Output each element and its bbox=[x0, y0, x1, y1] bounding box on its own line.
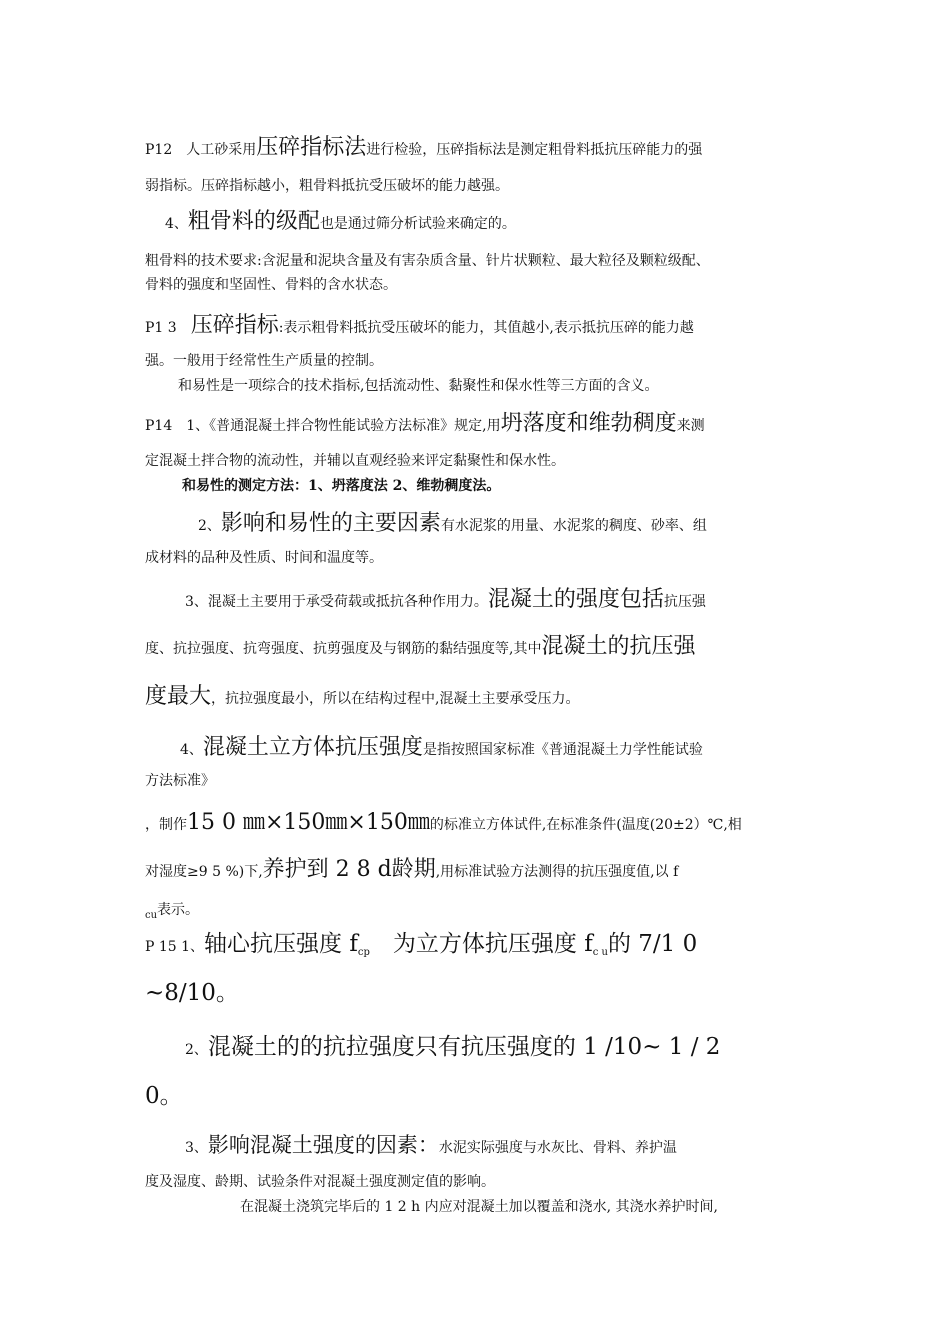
paragraph-line: 骨料的强度和坚固性、骨料的含水状态。 bbox=[145, 277, 397, 293]
paragraph-line: 3、影响混凝土强度的因素：水泥实际强度与水灰比、骨料、养护温 bbox=[185, 1133, 677, 1157]
term-slump-vebe: 坍落度和维勃稠度 bbox=[500, 411, 677, 436]
specimen-size: 15 0 ㎜×150㎜×150㎜ bbox=[187, 810, 430, 835]
term-crush-index-method: 压碎指标法 bbox=[256, 135, 367, 160]
term-cube-strength: 混凝土立方体抗压强度 bbox=[202, 735, 423, 760]
paragraph-line: 2、混凝土的的抗拉强度只有抗压强度的 1 /10~ 1 / 2 bbox=[185, 1034, 721, 1060]
paragraph-line: 方法标准》 bbox=[145, 773, 215, 789]
term-compressive-strength: 混凝土的抗压强 bbox=[541, 634, 696, 659]
paragraph-line: ~8/10。 bbox=[145, 980, 239, 1006]
paragraph-line: 成材料的品种及性质、时间和温度等。 bbox=[145, 550, 383, 566]
paragraph-line: 度及湿度、龄期、试验条件对混凝土强度测定值的影响。 bbox=[145, 1174, 495, 1190]
paragraph-line: 强。一般用于经常性生产质量的控制。 bbox=[145, 353, 383, 369]
paragraph-line: 定混凝土拌合物的流动性，并辅以直观经验来评定黏聚性和保水性。 bbox=[145, 453, 565, 469]
paragraph-line: 度、抗拉强度、抗弯强度、抗剪强度及与钢筋的黏结强度等,其中混凝土的抗压强 bbox=[145, 634, 696, 659]
term-crush-index: 压碎指标 bbox=[190, 313, 279, 338]
paragraph-line: 弱指标。压碎指标越小，粗骨料抵抗受压破坏的能力越强。 bbox=[145, 178, 509, 194]
paragraph-line: 对湿度≥9 5 %)下,养护到 2 8 d龄期,用标准试验方法测得的抗压强度值,以 f bbox=[145, 857, 679, 882]
paragraph-line: ，制作15 0 ㎜×150㎜×150㎜的标准立方体试件,在标准条件(温度(20±2）℃,相 bbox=[145, 810, 742, 835]
paragraph-line: P14 1、《普通混凝土拌合物性能试验方法标准》规定,用坍落度和维勃稠度来测 bbox=[145, 411, 705, 436]
paragraph-line: 度最大，抗拉强度最小，所以在结构过程中,混凝土主要承受压力。 bbox=[145, 684, 580, 709]
paragraph-line: P1 3 压碎指标:表示粗骨料抵抗受压破坏的能力，其值越小,表示抵抗压碎的能力越 bbox=[145, 313, 694, 338]
term-strength-factors: 影响混凝土强度的因素： bbox=[207, 1133, 439, 1157]
paragraph-line: P 15 1、轴心抗压强度 $f_{cp}$ 为立方体抗压强度 $f_{c u}$的 7/1 0 bbox=[145, 931, 698, 958]
paragraph-line: 2、影响和易性的主要因素有水泥浆的用量、水泥浆的稠度、砂率、组 bbox=[198, 511, 707, 536]
paragraph-line: 3、混凝土主要用于承受荷载或抵抗各种作用力。混凝土的强度包括抗压强 bbox=[185, 587, 706, 612]
term-tensile-ratio: 混凝土的的抗拉强度只有抗压强度的 1 /10~ 1 / 2 bbox=[207, 1034, 721, 1060]
paragraph-line: 和易性是一项综合的技术指标,包括流动性、黏聚性和保水性等三方面的含义。 bbox=[178, 378, 659, 394]
term-concrete-strength: 混凝土的强度包括 bbox=[487, 587, 664, 612]
paragraph-line: P12 人工砂采用压碎指标法进行检验，压碎指标法是测定粗骨料抵抗压碎能力的强 bbox=[145, 135, 703, 160]
paragraph-line-bold: 和易性的测定方法：1、坍落度法 2、维勃稠度法。 bbox=[182, 478, 501, 494]
paragraph-line: $_{cu}$表示。 bbox=[145, 902, 200, 921]
term-workability-factors: 影响和易性的主要因素 bbox=[220, 511, 441, 536]
paragraph-line: 4、粗骨料的级配也是通过筛分析试验来确定的。 bbox=[165, 209, 516, 234]
curing-age: 养护到 2 8 d龄期 bbox=[262, 857, 436, 882]
paragraph-line: 0。 bbox=[145, 1083, 183, 1109]
paragraph-line: 在混凝土浇筑完毕后的 1 2 h 内应对混凝土加以覆盖和浇水, 其浇水养护时间, bbox=[240, 1199, 718, 1215]
paragraph-line: 粗骨料的技术要求:含泥量和泥块含量及有害杂质含量、针片状颗粒、最大粒径及颗粒级配、 bbox=[145, 253, 710, 269]
term-axial-strength: 轴心抗压强度 f bbox=[204, 931, 358, 957]
paragraph-line: 4、混凝土立方体抗压强度是指按照国家标准《普通混凝土力学性能试验 bbox=[180, 735, 703, 760]
term-coarse-grading: 粗骨料的级配 bbox=[187, 209, 320, 234]
